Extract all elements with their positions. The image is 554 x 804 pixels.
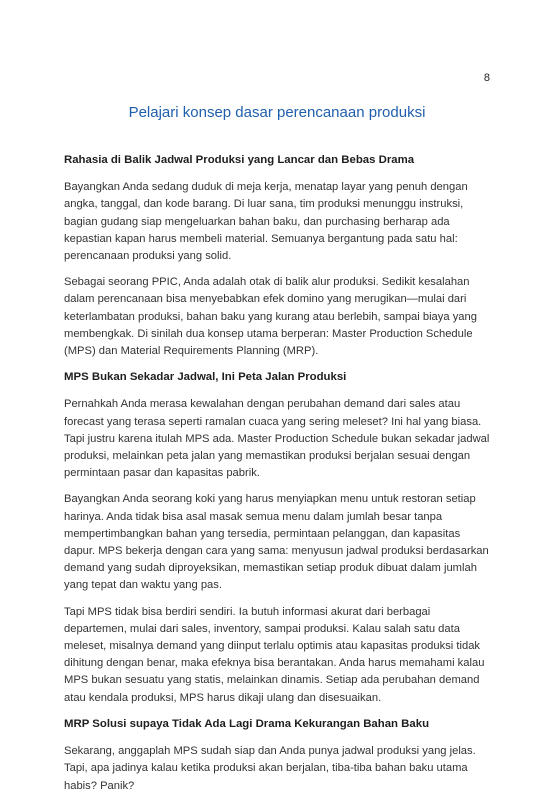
section-heading: MPS Bukan Sekadar Jadwal, Ini Peta Jalan Produksi xyxy=(64,371,347,384)
chapter-title: Pelajari konsep dasar perencanaan produksi xyxy=(128,104,426,121)
paragraph: Sebagai seorang PPIC, Anda adalah otak di balik alur produksi. Sedikit kesalahan dalam perencanaan bisa menyebabkan efek domino yang merugikan—mulai dari keterlambatan produksi, bahan baku yang kurang atau berlebih, sampai biaya yang membengkak. Di sinilah dua konsep utama berperan: Master Production Schedule (MPS) dan Material Requirements Planning (MRP). xyxy=(64,276,477,358)
paragraph: Sekarang, anggaplah MPS sudah siap dan Anda punya jadwal produksi yang jelas. Tapi, apa jadinya kalau ketika produksi akan berjalan, tiba-tiba bahan baku utama habis? Panik? xyxy=(64,745,476,792)
section-rahasia xyxy=(64,152,492,360)
body-content xyxy=(64,152,492,804)
page-number: 8 xyxy=(483,72,490,84)
section-heading: Rahasia di Balik Jadwal Produksi yang Lancar dan Bebas Drama xyxy=(64,154,415,166)
section-mps xyxy=(64,369,492,707)
section-heading: MRP Solusi supaya Tidak Ada Lagi Drama Kekurangan Bahan Baku xyxy=(64,717,430,730)
paragraph: Bayangkan Anda seorang koki yang harus menyiapkan menu untuk restoran setiap harinya. Anda tidak bisa asal masak semua menu dalam jumlah besar tanpa mempertimbangkan bahan yang tersedia, permintaan pelanggan, dan kapasitas dapur. MPS bekerja dengan cara yang sama: menyusun jadwal produksi berdasarkan demand yang sudah diproyeksikan, memastikan setiap produk dibuat dalam jumlah yang tepat dan waktu yang pas. xyxy=(64,493,489,592)
section-mrp xyxy=(64,716,492,795)
paragraph: Pernahkah Anda merasa kewalahan dengan perubahan demand dari sales atau forecast yang terasa seperti ramalan cuaca yang sering meleset? Ini hal yang biasa. Tapi justru karena itulah MPS ada. Master Production Schedule bukan sekadar jadwal produksi, melainkan peta jalan yang memastikan produksi berjalan sesuai dengan permintaan pasar dan kapasitas pabrik. xyxy=(64,398,490,480)
paragraph: Tapi MPS tidak bisa berdiri sendiri. Ia butuh informasi akurat dari berbagai departemen, mulai dari sales, inventory, sampai produksi. Kalau salah satu data meleset, misalnya demand yang diinput terlalu optimis atau kapasitas produksi tidak dihitung dengan benar, maka efeknya bisa berantakan. Anda harus memahami kalau MPS bukan sesuatu yang statis, melainkan dinamis. Setiap ada perubahan demand atau kendala produksi, MPS harus dikaji ulang dan disesuaikan. xyxy=(64,605,485,704)
paragraph: Bayangkan Anda sedang duduk di meja kerja, menatap layar yang penuh dengan angka, tanggal, dan kode barang. Di luar sana, tim produksi menunggu instruksi, bagian gudang siap mengeluarkan bahan baku, dan purchasing berharap ada kepastian kapan harus membeli material. Semuanya bergantung pada satu hal: perencanaan produksi yang solid. xyxy=(64,181,468,263)
